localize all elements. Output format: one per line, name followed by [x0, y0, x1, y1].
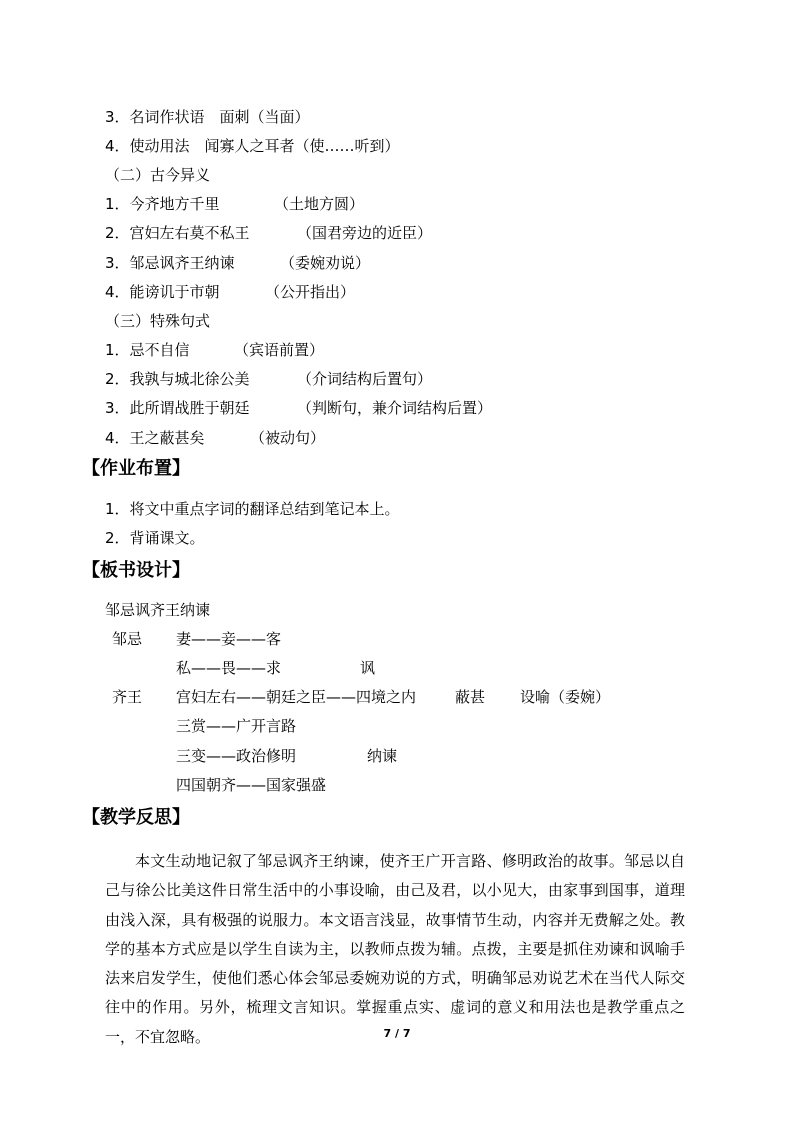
board-zou-label: 邹忌 — [112, 630, 143, 648]
board-row-4: 三赏——广开言路 — [176, 717, 297, 735]
ancient-modern-meaning-3: （委婉劝说） — [280, 254, 371, 272]
board-row-6: 四国朝齐——国家强盛 — [176, 776, 327, 794]
section-heading-ancient-modern: （二）古今异义 — [105, 166, 211, 184]
board-row-3: 宫妇左右——朝廷之臣——四境之内 — [176, 688, 417, 706]
reflection-paragraph: 本文生动地记叙了邹忌讽齐王纳谏，使齐王广开言路、修明政治的故事。邹忌以自己与徐公比美这件日常生活中的小事设喻，由己及君，以小见大，由家事到国事，道理由浅入深，具有极强的说服力。本文语言浅显，故事情节生动，内容并无费解之处。教学的基本方式应是以学生自读为主，以教师点拨为辅。点拨，主要是抓住劝谏和讽喻手法来启发学生，使他们悉心体会邹忌委婉劝说的方式，明确邹忌劝说艺术在当代人际交往中的作用。另外，梳理文言知识。掌握重点实、虚词的意义和用法也是教学重点之一，不宜忽略。 — [105, 852, 685, 1046]
special-meaning-1: （宾语前置） — [234, 341, 325, 359]
page-number: 7 / 7 — [383, 1027, 411, 1040]
homework-item-1: 1．将文中重点字词的翻译总结到笔记本上。 — [105, 500, 400, 518]
special-word-1: 1．忌不自信 — [105, 341, 190, 359]
ancient-modern-meaning-4: （公开指出） — [265, 283, 356, 301]
usage-item-3: 3．名词作状语 面刺（当面） — [105, 108, 310, 126]
board-row-5: 三变——政治修明 — [176, 747, 297, 765]
board-row-1: 妻——妾——客 — [176, 630, 282, 648]
ancient-modern-meaning-2: （国君旁边的近臣） — [297, 224, 433, 242]
ancient-modern-word-3: 3．邹忌讽齐王纳谏 — [105, 254, 235, 272]
special-meaning-2: （介词结构后置句） — [297, 370, 433, 388]
homework-item-2: 2．背诵课文。 — [105, 529, 205, 547]
special-word-3: 3．此所谓战胜于朝廷 — [105, 399, 250, 417]
special-word-2: 2．我孰与城北徐公美 — [105, 370, 250, 388]
section-heading-homework: 【作业布置】 — [82, 458, 190, 479]
board-na-jian: 纳谏 — [367, 747, 398, 765]
board-bi-shen: 蔽甚 — [455, 688, 486, 706]
board-feng: 讽 — [360, 659, 376, 677]
section-heading-board: 【板书设计】 — [82, 560, 190, 581]
special-meaning-4: （被动句） — [250, 429, 326, 447]
section-heading-special: （三）特殊句式 — [105, 312, 211, 330]
board-row-2: 私——畏——求 — [176, 659, 282, 677]
board-title: 邹忌讽齐王纳谏 — [105, 601, 211, 619]
ancient-modern-word-2: 2．宫妇左右莫不私王 — [105, 224, 250, 242]
board-she-yu: 设喻（委婉） — [520, 688, 611, 706]
special-meaning-3: （判断句，兼介词结构后置） — [297, 399, 493, 417]
ancient-modern-word-1: 1．今齐地方千里 — [105, 195, 220, 213]
usage-item-4: 4．使动用法 闻寡人之耳者（使……听到） — [105, 137, 400, 155]
special-word-4: 4．王之蔽甚矣 — [105, 429, 205, 447]
section-heading-reflection: 【教学反思】 — [82, 807, 190, 828]
ancient-modern-word-4: 4．能谤讥于市朝 — [105, 283, 220, 301]
ancient-modern-meaning-1: （土地方圆） — [274, 195, 365, 213]
board-qi-label: 齐王 — [112, 688, 143, 706]
